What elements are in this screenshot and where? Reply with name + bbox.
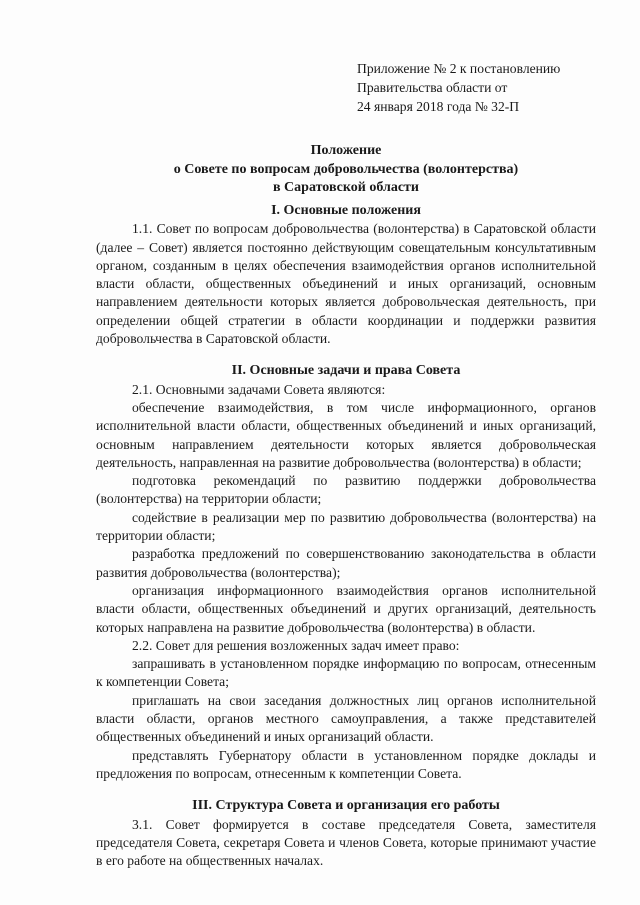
task-item-interaction: обеспечение взаимодействия, в том числе информационного, органов исполнительной власти области, общественных объединений и иных организаций, основным направлением деятельности которых является добровольческая деятельность, направленная на развитие добровольчества (волонтерства) в области; [96, 399, 596, 470]
section-structure [96, 797, 596, 870]
title-line-1: Положение [310, 143, 382, 158]
task-item-legislation: разработка предложений по совершенствованию законодательства в области развития добровольчества (волонтерства); [96, 546, 596, 580]
annex-line-1: Приложение № 2 к постановлению [357, 61, 561, 76]
annex-reference [357, 59, 560, 116]
task-item-assistance: содействие в реализации мер по развитию добровольчества (волонтерства) на территории области; [96, 509, 596, 544]
paragraph-1-1: 1.1. Совет по вопросам добровольчества (волонтерства) в Саратовской области (далее – Совет) является постоянно действующим совещательным консультативным органом, созданным в целях обеспечения взаимодействия органов исполнительной власти области, общественных объединений и иных организаций, основным направлением деятельности которых является добровольческая деятельность, при определении общей стратегии в области координации и поддержки развития добровольчества в Саратовской области. [96, 221, 596, 347]
annex-line-2: Правительства области от [357, 80, 508, 95]
annex-line-3: 24 января 2018 года № 32-П [357, 99, 520, 114]
section-2-heading: II. Основные задачи и права Совета [231, 363, 461, 379]
title-line-2: о Совете по вопросам добровольчества (волонтерства) [173, 161, 519, 177]
section-1-heading: I. Основные положения [271, 203, 421, 218]
document-title [96, 142, 596, 198]
right-item-request: запрашивать в установленном порядке информацию по вопросам, отнесенным к компетенции Совета; [96, 656, 596, 690]
title-line-3: в Саратовской области [273, 180, 419, 195]
task-item-information: организация информационного взаимодействия органов исполнительной власти области, общественных объединений и других организаций, деятельность которых направлена на развитие добровольчества (волонтерства) в области. [96, 582, 596, 635]
right-item-invite: приглашать на свои заседания должностных лиц органов исполнительной власти области, органов местного самоуправления, а также представителей общественных объединений и иных организаций области. [96, 692, 596, 745]
section-3-heading: III. Структура Совета и организация его работы [192, 798, 500, 814]
paragraph-2-1: 2.1. Основными задачами Совета являются: [132, 381, 386, 397]
paragraph-2-2: 2.2. Совет для решения возложенных задач имеет право: [132, 637, 460, 653]
right-item-report: представлять Губернатору области в установленном порядке доклады и предложения по вопросам, отнесенным к компетенции Совета. [96, 747, 596, 781]
section-general-provisions [96, 202, 596, 348]
document-body [96, 202, 596, 870]
paragraph-3-1: 3.1. Совет формируется в составе председателя Совета, заместителя председателя Совета, секретаря Совета и членов Совета, которые принимают участие в его работе на общественных началах. [96, 816, 596, 869]
task-item-recommendations: подготовка рекомендаций по развитию поддержки добровольчества (волонтерства) на территории области; [96, 473, 596, 507]
section-tasks-and-rights [96, 362, 596, 783]
